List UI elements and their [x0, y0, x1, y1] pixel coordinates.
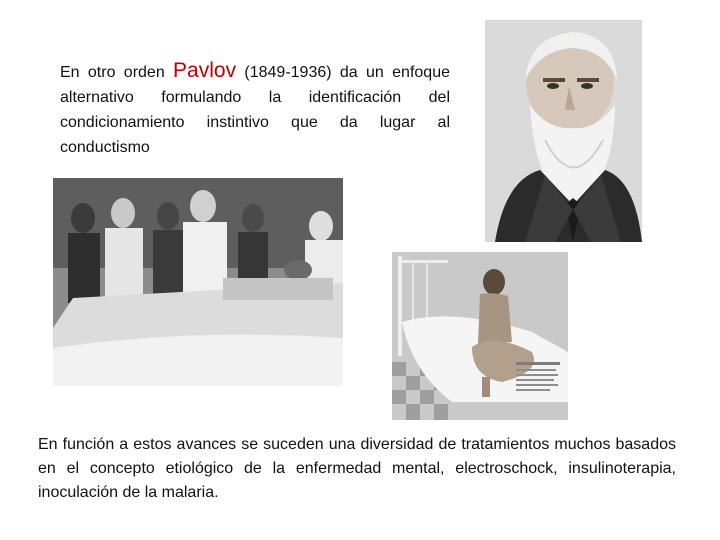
- intro-text-end: (1849-1936) da un enfoque alternativo formulando la identificación del condicionamiento instintivo que da lugar al conductismo: [60, 64, 450, 156]
- pavlov-name: Pavlov: [173, 59, 237, 82]
- hospital-ward-photo: [53, 178, 343, 386]
- pavlov-portrait-photo: [485, 20, 642, 242]
- patient-on-bed-photo: [392, 252, 568, 420]
- outro-paragraph: En función a estos avances se suceden una diversidad de tratamientos muchos basados en el concepto etiológico de la enfermedad mental, electroschock, insulinoterapia, inoculación de la malaria.: [38, 436, 676, 501]
- intro-text-start: En otro orden: [60, 64, 174, 81]
- intro-paragraph: [60, 58, 450, 160]
